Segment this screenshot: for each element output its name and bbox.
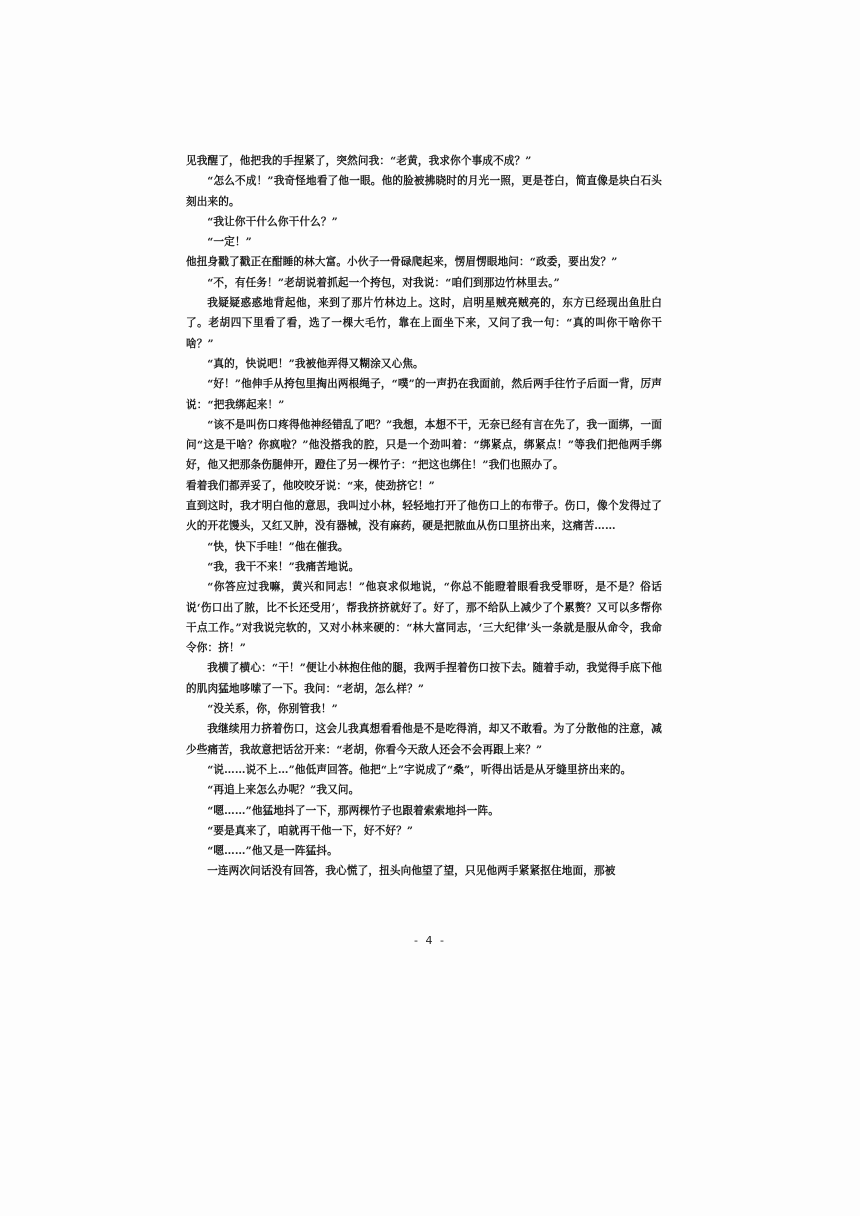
paragraph: “我让你干什么你干什么？” — [207, 215, 338, 228]
paragraph: “该不是叫伤口疼得他神经错乱了吧？”我想，本想不干，无奈已经有言在先了，我一面绑，一面问“这是干啥？你疯啦？”他没搭我的腔，只是一个劲叫着：“绑紧点，绑紧点！”等我们把他两手绑好，他又把那条伤腿伸开，蹬住了另一棵竹子：“把这也绑住！”我们也照办了。 — [186, 418, 662, 472]
paragraph: “我，我干不来！”我痛苦地说。 — [207, 560, 360, 573]
paragraph: 我横了横心：“干！”便让小林抱住他的腿，我两手捏着伤口按下去。随着手动，我觉得手底下他的肌肉猛地哆嗦了一下。我问：“老胡，怎么样？” — [186, 662, 662, 695]
paragraph: 他扭身戳了戳正在酣睡的林大富。小伙子一骨碌爬起来，愣眉愣眼地问：“政委，要出发？” — [186, 256, 618, 269]
paragraph: “你答应过我嘛，黄兴和同志！”他哀求似地说，“你总不能瞪着眼看我受罪呀，是不是？俗话说‘伤口出了脓，比不长还受用’，帮我挤挤就好了。好了，那不给队上减少了个累赘？又可以多帮你干点工作。”对我说完软的，又对小林来硬的：“林大富同志，‘三大纪律’头一条就是服从命令，我命令你：挤！” — [186, 581, 662, 655]
paragraph: “说……说不上…”他低声回答。他把“上”字说成了“桑”，听得出话是从牙缝里挤出来的。 — [207, 763, 632, 776]
paragraph: “没关系，你，你别管我！” — [207, 703, 338, 716]
paragraph: “好！”他伸手从挎包里掏出两根绳子，“噗”的一声扔在我面前，然后两手往竹子后面一背，厉声说：“把我绑起来！” — [186, 378, 662, 411]
paragraph: “一定！” — [207, 236, 252, 249]
paragraph: 见我醒了，他把我的手捏紧了，突然问我：“老黄，我求你个事成不成？” — [186, 155, 532, 167]
paragraph: 直到这时，我才明白他的意思，我叫过小林，轻轻地打开了他伤口上的布带子。伤口，像个发得过了火的开花馒头，又红又肿，没有器械，没有麻药，硬是把脓血从伤口里挤出来，这痛苦…… — [186, 500, 662, 533]
page-number: - 4 - — [414, 934, 446, 947]
paragraph: “不，有任务！”老胡说着抓起一个挎包，对我说：“咱们到那边竹林里去。” — [207, 276, 560, 289]
paragraph: “再追上来怎么办呢？”我又问。 — [207, 784, 360, 797]
paragraph: “嗯……”他猛地抖了一下，那两棵竹子也跟着索索地抖一阵。 — [207, 804, 500, 817]
paragraph: 我继续用力挤着伤口，这会儿我真想看看他是不是吃得消，却又不敢看。为了分散他的注意，减少些痛苦，我故意把话岔开来：“老胡，你看今天敌人还会不会再跟上来？” — [186, 723, 662, 756]
paragraph: “真的，快说吧！”我被他弄得又糊涂又心焦。 — [207, 357, 424, 370]
paragraph: “怎么不成！”我奇怪地看了他一眼。他的脸被拂晓时的月光一照，更是苍白，简直像是块白石头刻出来的。 — [186, 175, 662, 208]
paragraph: 一连两次问话没有回答，我心慌了，扭头向他望了望，只见他两手紧紧抠住地面，那被 — [207, 865, 616, 878]
paragraph: “快，快下手哇！”他在催我。 — [207, 540, 349, 553]
paragraph: 看着我们都弄妥了，他咬咬牙说：“来，使劲挤它！” — [186, 479, 435, 492]
paragraph: “要是真来了，咱就再干他一下，好不好？” — [207, 824, 414, 837]
paragraph: 我疑疑惑惑地背起他，来到了那片竹林边上。这时，启明星贼亮贼亮的，东方已经现出鱼肚白了。老胡四下里看了看，选了一棵大毛竹，靠在上面坐下来，又问了我一句：“真的叫你干啥你干啥？” — [186, 297, 662, 350]
story-text-body — [186, 151, 662, 882]
paragraph: “嗯……”他又是一阵猛抖。 — [207, 845, 338, 858]
